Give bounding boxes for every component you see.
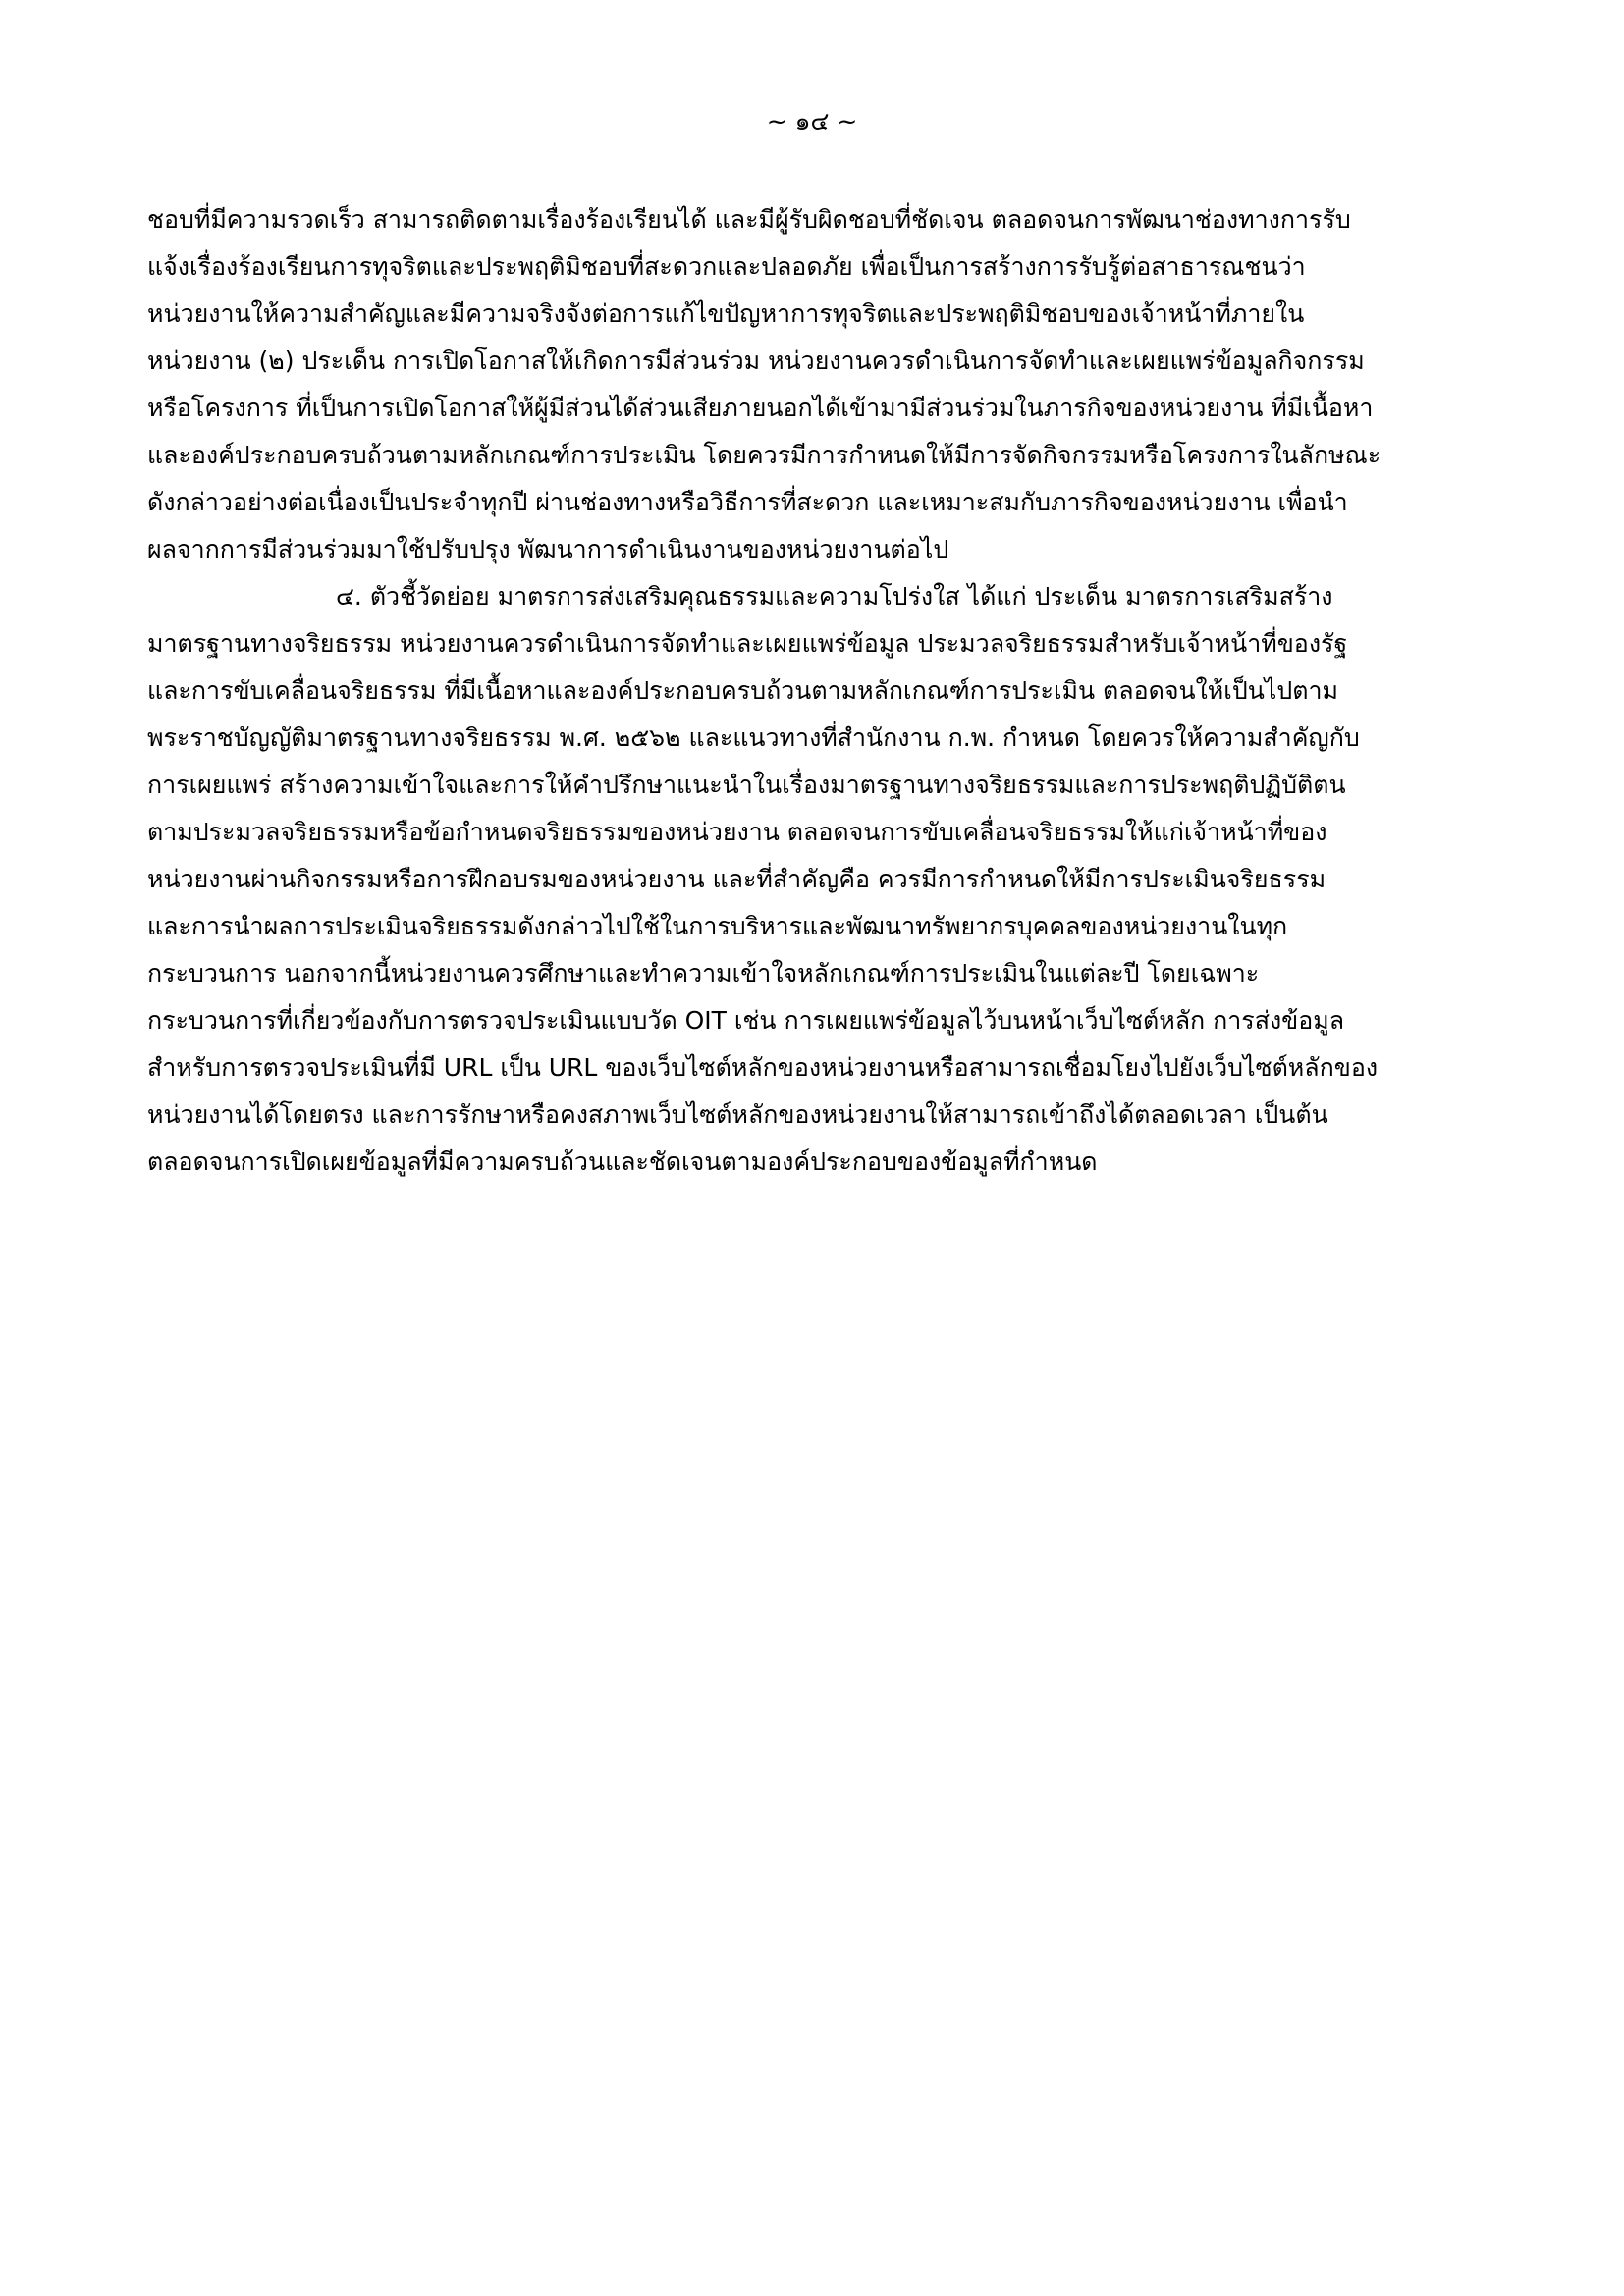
text-line: ๔. ตัวชี้วัดย่อย มาตรการส่งเสริมคุณธรรมและความโปร่งใส ได้แก่ ประเด็น มาตรการเสริมสร้าง — [336, 582, 1333, 611]
paragraph-continuation — [147, 196, 1502, 573]
document-body — [147, 196, 1502, 1186]
text-line: มาตรฐานทางจริยธรรม หน่วยงานควรดำเนินการจัดทำและเผยแพร่ข้อมูล ประมวลจริยธรรมสำหรับเจ้าหน้าที่ของรัฐ — [147, 629, 1348, 658]
text-line: ผลจากการมีส่วนร่วมมาใช้ปรับปรุง พัฒนาการดำเนินงานของหน่วยงานต่อไป — [147, 535, 949, 563]
text-line: ตามประมวลจริยธรรมหรือข้อกำหนดจริยธรรมของหน่วยงาน ตลอดจนการขับเคลื่อนจริยธรรมให้แก่เจ้าหน้าที่ของ — [147, 818, 1327, 846]
text-line: หน่วยงานให้ความสำคัญและมีความจริงจังต่อการแก้ไขปัญหาการทุจริตและประพฤติมิชอบของเจ้าหน้าที่ภายใน — [147, 299, 1305, 328]
paragraph-indicator-4 — [147, 573, 1502, 1186]
text-line: พระราชบัญญัติมาตรฐานทางจริยธรรม พ.ศ. ๒๕๖๒ และแนวทางที่สำนักงาน ก.พ. กำหนด โดยควรให้ความสำคัญกับ — [147, 723, 1360, 752]
text-line: สำหรับการตรวจประเมินที่มี URL เป็น URL ของเว็บไซต์หลักของหน่วยงานหรือสามารถเชื่อมโยงไปยังเว็บไซต์หลักของ — [147, 1053, 1379, 1082]
text-line: แจ้งเรื่องร้องเรียนการทุจริตและประพฤติมิชอบที่สะดวกและปลอดภัย เพื่อเป็นการสร้างการรับรู้ต่อสาธารณชนว่า — [147, 252, 1306, 281]
text-line: กระบวนการ นอกจากนี้หน่วยงานควรศึกษาและทำความเข้าใจหลักเกณฑ์การประเมินในแต่ละปี โดยเฉพาะ — [147, 959, 1260, 988]
text-line: หรือโครงการ ที่เป็นการเปิดโอกาสให้ผู้มีส่วนได้ส่วนเสียภายนอกได้เข้ามามีส่วนร่วมในภารกิจของหน่วยงาน ที่มีเนื้อหา — [147, 394, 1374, 422]
text-line: และการขับเคลื่อนจริยธรรม ที่มีเนื้อหาและองค์ประกอบครบถ้วนตามหลักเกณฑ์การประเมิน ตลอดจนให้เป็นไปตาม — [147, 676, 1338, 705]
text-line: ตลอดจนการเปิดเผยข้อมูลที่มีความครบถ้วนและชัดเจนตามองค์ประกอบของข้อมูลที่กำหนด — [147, 1148, 1098, 1176]
text-line: ดังกล่าวอย่างต่อเนื่องเป็นประจำทุกปี ผ่านช่องทางหรือวิธีการที่สะดวก และเหมาะสมกับภารกิจของหน่วยงาน เพื่อนำ — [147, 488, 1348, 516]
text-line: และองค์ประกอบครบถ้วนตามหลักเกณฑ์การประเมิน โดยควรมีการกำหนดให้มีการจัดกิจกรรมหรือโครงการในลักษณะ — [147, 441, 1381, 469]
text-line: ชอบที่มีความรวดเร็ว สามารถติดตามเรื่องร้องเรียนได้ และมีผู้รับผิดชอบที่ชัดเจน ตลอดจนการพัฒนาช่องทางการรับ — [147, 205, 1351, 234]
text-line: กระบวนการที่เกี่ยวข้องกับการตรวจประเมินแบบวัด OIT เช่น การเผยแพร่ข้อมูลไว้บนหน้าเว็บไซต์หลัก การส่งข้อมูล — [147, 1006, 1345, 1035]
text-line: หน่วยงานผ่านกิจกรรมหรือการฝึกอบรมของหน่วยงาน และที่สำคัญคือ ควรมีการกำหนดให้มีการประเมินจริยธรรม — [147, 865, 1326, 893]
text-line: หน่วยงานได้โดยตรง และการรักษาหรือคงสภาพเว็บไซต์หลักของหน่วยงานให้สามารถเข้าถึงได้ตลอดเวลา เป็นต้น — [147, 1100, 1328, 1129]
text-line: หน่วยงาน (๒) ประเด็น การเปิดโอกาสให้เกิดการมีส่วนร่วม หน่วยงานควรดำเนินการจัดทำและเผยแพร่ข้อมูลกิจกรรม — [147, 347, 1365, 375]
page-number: ~ ๑๔ ~ — [766, 107, 858, 135]
text-line: และการนำผลการประเมินจริยธรรมดังกล่าวไปใช้ในการบริหารและพัฒนาทรัพยากรบุคคลของหน่วยงานในทุก — [147, 912, 1288, 940]
text-line: การเผยแพร่ สร้างความเข้าใจและการให้คำปรึกษาแนะนำในเรื่องมาตรฐานทางจริยธรรมและการประพฤติปฏิบัติตน — [147, 771, 1346, 799]
